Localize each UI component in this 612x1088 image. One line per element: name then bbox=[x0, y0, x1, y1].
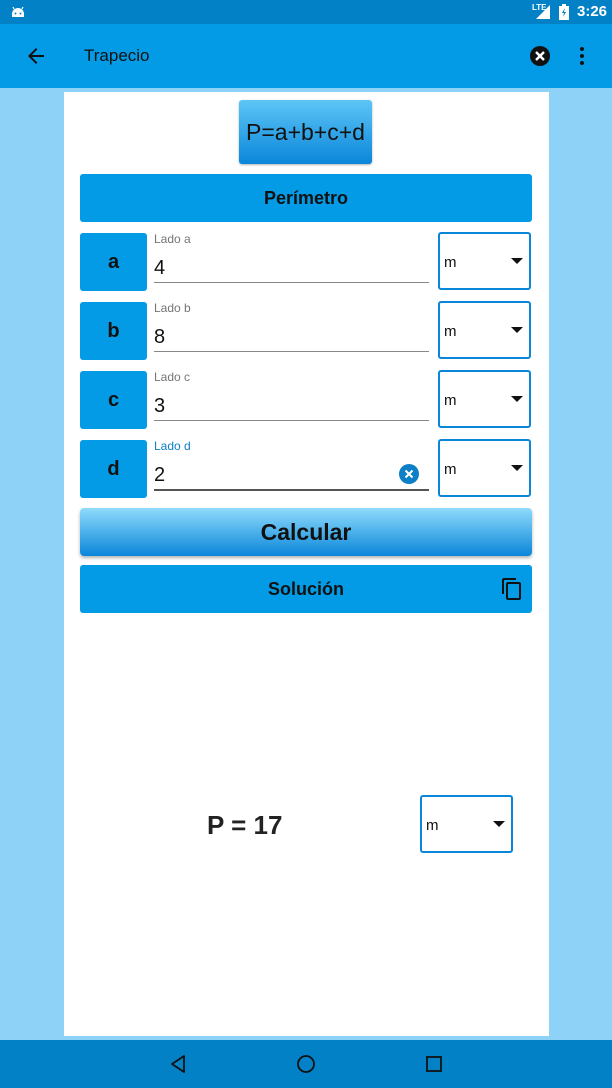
nav-home-icon[interactable] bbox=[294, 1052, 318, 1076]
dropdown-arrow-icon bbox=[511, 465, 523, 471]
dropdown-arrow-icon bbox=[493, 821, 505, 827]
copy-icon[interactable] bbox=[500, 577, 524, 601]
status-bar bbox=[0, 0, 612, 24]
page-title: Trapecio bbox=[84, 46, 150, 65]
unit-value-c: m bbox=[444, 392, 457, 409]
side-d-label: d bbox=[80, 440, 147, 498]
result-value: P = 17 bbox=[207, 810, 283, 840]
android-icon bbox=[10, 4, 26, 20]
dropdown-arrow-icon bbox=[511, 327, 523, 333]
more-vert-icon[interactable] bbox=[570, 44, 594, 68]
clock: 3:26 bbox=[577, 3, 608, 20]
side-c-label: c bbox=[80, 371, 147, 429]
navigation-bar bbox=[0, 1040, 612, 1088]
clear-input-icon[interactable] bbox=[399, 464, 419, 484]
dropdown-arrow-icon bbox=[511, 396, 523, 402]
network-type: LTE bbox=[532, 3, 547, 12]
input-underline-a bbox=[154, 282, 429, 283]
side-b-label: b bbox=[80, 302, 147, 360]
signal-icon bbox=[536, 5, 550, 19]
arrow-back-icon[interactable] bbox=[24, 44, 48, 68]
input-underline-b bbox=[154, 351, 429, 352]
dropdown-arrow-icon bbox=[511, 258, 523, 264]
side-a-label: a bbox=[80, 233, 147, 291]
input-lado-a[interactable]: 4 bbox=[154, 257, 166, 279]
unit-select-b[interactable] bbox=[438, 301, 531, 359]
input-underline-d bbox=[154, 489, 429, 491]
unit-select-a[interactable] bbox=[438, 232, 531, 290]
close-circle-icon[interactable] bbox=[528, 44, 552, 68]
unit-value-d: m bbox=[444, 461, 457, 478]
unit-select-d[interactable] bbox=[438, 439, 531, 497]
input-underline-c bbox=[154, 420, 429, 421]
battery-icon bbox=[559, 4, 569, 20]
nav-back-icon[interactable] bbox=[166, 1052, 190, 1076]
calculate-button[interactable]: Calcular bbox=[80, 508, 532, 556]
input-lado-c[interactable]: 3 bbox=[154, 395, 166, 417]
unit-value-b: m bbox=[444, 323, 457, 340]
field-label-c: Lado c bbox=[154, 370, 191, 384]
field-label-d: Lado d bbox=[154, 439, 191, 453]
input-lado-b[interactable]: 8 bbox=[154, 326, 166, 348]
formula-button[interactable]: P=a+b+c+d bbox=[239, 100, 372, 164]
unit-value-a: m bbox=[444, 254, 457, 271]
result-unit-value: m bbox=[426, 817, 439, 834]
unit-select-c[interactable] bbox=[438, 370, 531, 428]
section-title-perimetro: Perímetro bbox=[80, 174, 532, 222]
input-lado-d[interactable]: 2 bbox=[154, 464, 166, 486]
app-bar bbox=[0, 24, 612, 88]
nav-recents-icon[interactable] bbox=[422, 1052, 446, 1076]
solution-header: Solución bbox=[80, 565, 532, 613]
field-label-a: Lado a bbox=[154, 232, 191, 246]
result-unit-select[interactable] bbox=[420, 795, 513, 853]
field-label-b: Lado b bbox=[154, 301, 191, 315]
